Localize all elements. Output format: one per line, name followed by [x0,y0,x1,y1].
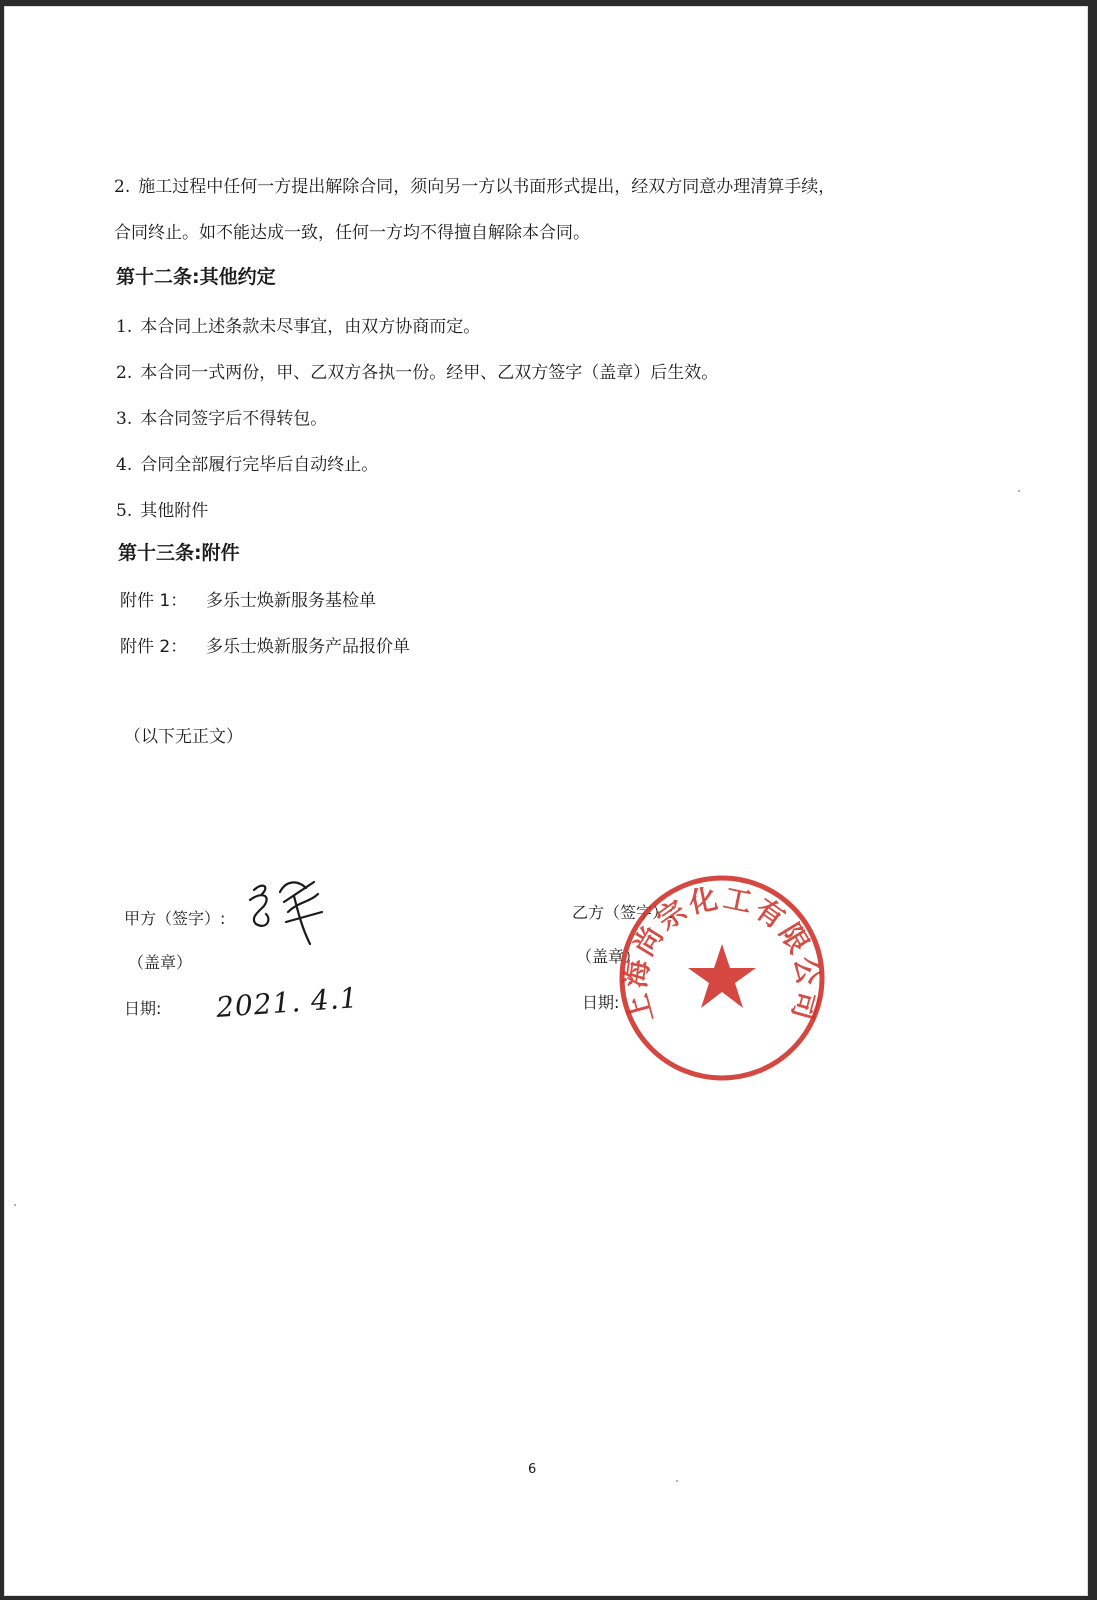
clause13-heading: 第十三条:附件 [118,542,240,564]
seal-star-icon [688,944,756,1008]
clause12-item-5-number: 5. [116,501,133,521]
scan-speck [14,1204,16,1206]
page-number: 6 [528,1462,537,1477]
attachment-2-label: 附件 2： [120,637,188,657]
end-of-text-note: （以下无正文） [124,727,243,747]
clause12-item-3 [116,404,327,429]
clause12-item-2 [116,358,718,383]
attachment-2 [120,632,410,657]
clause12-item-1 [116,312,480,337]
clause12-item-4-text: 合同全部履行完毕后自动终止。 [140,455,379,475]
party-b-date-label: 日期: [582,993,620,1012]
clause12-item-2-text: 本合同一式两份，甲、乙双方各执一份。经甲、乙双方签字（盖章）后生效。 [140,363,719,383]
scan-speck [1018,490,1020,492]
attachment-1-label: 附件 1： [120,591,188,611]
party-b-sign-label: 乙方（签字）: [572,903,674,922]
scan-speck [676,1480,678,1482]
clause12-item-4 [116,450,378,475]
clause12-item-2-number: 2. [116,363,133,383]
clause12-item-3-text: 本合同签字后不得转包。 [140,409,328,429]
party-a-date-label: 日期: [124,999,162,1018]
clause12-item-3-number: 3. [116,409,133,429]
clause11-item2-line1 [114,172,835,197]
clause12-item-5 [116,496,208,521]
document-page [4,6,1088,1596]
party-b-seal-label: （盖章） [576,947,641,966]
clause12-item-1-number: 1. [116,317,133,337]
clause12-heading: 第十二条:其他约定 [116,266,276,288]
attachment-1 [120,586,376,611]
clause11-item2-number: 2. [114,177,131,197]
company-seal [616,872,828,1084]
clause11-item2-line2: 合同终止。如不能达成一致，任何一方均不得擅自解除本合同。 [114,223,590,243]
clause12-item-5-text: 其他附件 [140,501,209,521]
attachment-2-text: 多乐士焕新服务产品报价单 [206,637,410,657]
party-a-signature [236,872,336,952]
seal-text: 上海尚宗化工有限公司 [618,881,826,1027]
clause12-item-1-text: 本合同上述条款未尽事宜，由双方协商而定。 [140,317,481,337]
party-a-handwritten-date: 2021. 4.1 [215,981,360,1024]
clause12-item-4-number: 4. [116,455,133,475]
clause11-item2-text: 施工过程中任何一方提出解除合同，须向另一方以书面形式提出，经双方同意办理清算手续， [138,177,836,197]
attachment-1-text: 多乐士焕新服务基检单 [206,591,376,611]
party-a-seal-label: （盖章） [128,953,193,972]
party-a-sign-label: 甲方（签字）: [124,909,226,928]
